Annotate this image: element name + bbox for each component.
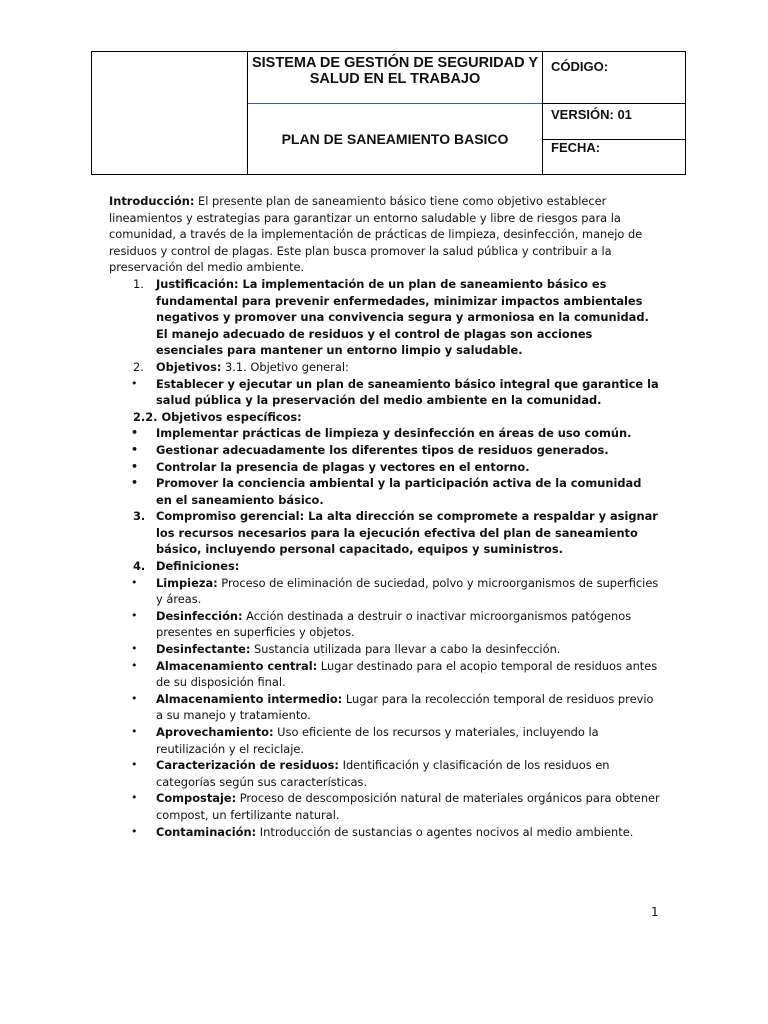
definition-term: Desinfección: bbox=[156, 608, 243, 623]
general-objective-label: 3.1. Objetivo general: bbox=[221, 359, 349, 374]
definition-term: Compostaje: bbox=[156, 791, 237, 806]
list-number: 4. bbox=[133, 559, 146, 574]
definition-item bbox=[109, 658, 661, 691]
definition-text: Lugar para la recolección temporal de residuos previo a su manejo y tratamiento. bbox=[156, 691, 654, 723]
bullet-icon: • bbox=[131, 459, 139, 473]
definition-item bbox=[109, 824, 661, 841]
list-item bbox=[109, 376, 661, 409]
objectives-label: Objetivos: bbox=[156, 359, 222, 374]
date-field: FECHA: bbox=[551, 140, 601, 155]
definition-text: Proceso de eliminación de suciedad, polvo y microorganismos de superficies y áreas. bbox=[156, 575, 659, 607]
bullet-icon: • bbox=[131, 725, 138, 738]
specific-objective-text: Controlar la presencia de plagas y vectores en el entorno. bbox=[156, 459, 530, 474]
list-item bbox=[109, 425, 661, 442]
definition-text: Proceso de descomposición natural de materiales orgánicos para obtener compost, un fertilizante natural. bbox=[156, 791, 660, 822]
definition-item bbox=[109, 724, 661, 757]
plan-title: PLAN DE SANEAMIENTO BASICO bbox=[281, 131, 509, 147]
list-number: 2. bbox=[133, 359, 144, 374]
definition-term: Desinfectante: bbox=[156, 642, 251, 657]
management-commitment-text: Compromiso gerencial: La alta dirección se compromete a respaldar y asignar los recursos necesarios para la ejecución efectiva del plan de saneamiento básico, incluyendo personal capacitado, equipos y suministros. bbox=[156, 509, 658, 557]
definition-item bbox=[109, 608, 661, 641]
justification-label: Justificación: bbox=[156, 276, 239, 291]
general-objective-text: Establecer y ejecutar un plan de saneamiento básico integral que garantice la salud pública y la preservación del medio ambiente en la comunidad. bbox=[156, 376, 659, 408]
definition-term: Almacenamiento central: bbox=[156, 658, 318, 673]
bullet-icon: • bbox=[131, 642, 138, 656]
logo-cell bbox=[92, 52, 248, 174]
code-field: CÓDIGO: bbox=[543, 52, 685, 104]
document-body bbox=[109, 193, 661, 840]
definition-text: Lugar destinado para el acopio temporal de residuos antes de su disposición final. bbox=[156, 658, 658, 690]
introduction-text: El presente plan de saneamiento básico tiene como objetivo establecer lineamientos y estrategias para garantizar un entorno saludable y libre de riesgos para la comunidad, a través de la implementación de prácticas de limpieza, desinfección, manejo de residuos y control de plagas. Este plan busca promover la salud pública y contribuir a la preservación del medio ambiente. bbox=[109, 194, 643, 275]
list-item bbox=[109, 442, 661, 459]
definition-text: Uso eficiente de los recursos y materiales, incluyendo la reutilización y el reciclaje. bbox=[156, 725, 599, 756]
specific-objective-text: Gestionar adecuadamente los diferentes tipos de residuos generados. bbox=[156, 442, 609, 457]
definition-item bbox=[109, 575, 661, 608]
list-number: 3. bbox=[133, 509, 146, 524]
bullet-icon: • bbox=[131, 575, 138, 589]
bullet-icon: • bbox=[131, 426, 139, 440]
bullet-icon: • bbox=[131, 658, 138, 672]
definition-text: Acción destinada a destruir o inactivar microorganismos patógenos presentes en superficies y objetos. bbox=[156, 608, 632, 640]
management-commitment-section bbox=[109, 508, 661, 558]
specific-objective-text: Implementar prácticas de limpieza y desinfección en áreas de uso común. bbox=[156, 426, 632, 441]
definitions-label: Definiciones: bbox=[156, 559, 240, 574]
definition-term: Caracterización de residuos: bbox=[156, 758, 339, 773]
bullet-icon: • bbox=[131, 691, 138, 705]
definition-term: Aprovechamiento: bbox=[156, 725, 274, 739]
introduction-paragraph bbox=[109, 193, 661, 276]
bullet-icon: • bbox=[131, 442, 139, 456]
definition-term: Limpieza: bbox=[156, 575, 218, 590]
bullet-icon: • bbox=[131, 476, 139, 490]
bullet-icon: • bbox=[131, 791, 138, 805]
page-number: 1 bbox=[651, 905, 659, 919]
list-number: 1. bbox=[133, 276, 144, 291]
version-field: VERSIÓN: 01 bbox=[543, 104, 685, 140]
definition-item bbox=[109, 641, 661, 658]
list-item bbox=[109, 475, 661, 508]
list-item bbox=[109, 459, 661, 476]
objectives-section bbox=[109, 359, 661, 376]
system-title: SISTEMA DE GESTIÓN DE SEGURIDAD Y SALUD EN EL TRABAJO bbox=[248, 52, 542, 104]
bullet-icon: • bbox=[131, 758, 138, 772]
definition-text: Sustancia utilizada para llevar a cabo la desinfección. bbox=[250, 642, 561, 657]
definition-item bbox=[109, 757, 661, 790]
bullet-icon: • bbox=[131, 376, 138, 390]
definition-text: Identificación y clasificación de los residuos en categorías según sus características. bbox=[156, 758, 610, 789]
bullet-icon: • bbox=[131, 824, 138, 838]
document-header-table bbox=[91, 51, 686, 175]
definitions-heading bbox=[109, 558, 661, 575]
definition-term: Almacenamiento intermedio: bbox=[156, 691, 343, 706]
introduction-label: Introducción: bbox=[109, 194, 195, 208]
specific-objective-text: Promover la conciencia ambiental y la participación activa de la comunidad en el saneamiento básico. bbox=[156, 476, 642, 507]
definition-item bbox=[109, 691, 661, 724]
justification-section bbox=[109, 276, 661, 359]
justification-text: La implementación de un plan de saneamiento básico es fundamental para prevenir enfermedades, minimizar impactos ambientales negativos y promover una convivencia segura y armoniosa en la comunidad. El manejo adecuado de residuos y el control de plagas son acciones esenciales para mantener un entorno limpio y saludable. bbox=[156, 276, 649, 358]
definition-text: Introducción de sustancias o agentes nocivos al medio ambiente. bbox=[256, 824, 634, 839]
definition-term: Contaminación: bbox=[156, 824, 257, 839]
document-meta bbox=[542, 52, 685, 174]
specific-objectives-label: 2.2. Objetivos específicos: bbox=[133, 409, 302, 424]
definition-item bbox=[109, 790, 661, 823]
bullet-icon: • bbox=[131, 608, 138, 622]
